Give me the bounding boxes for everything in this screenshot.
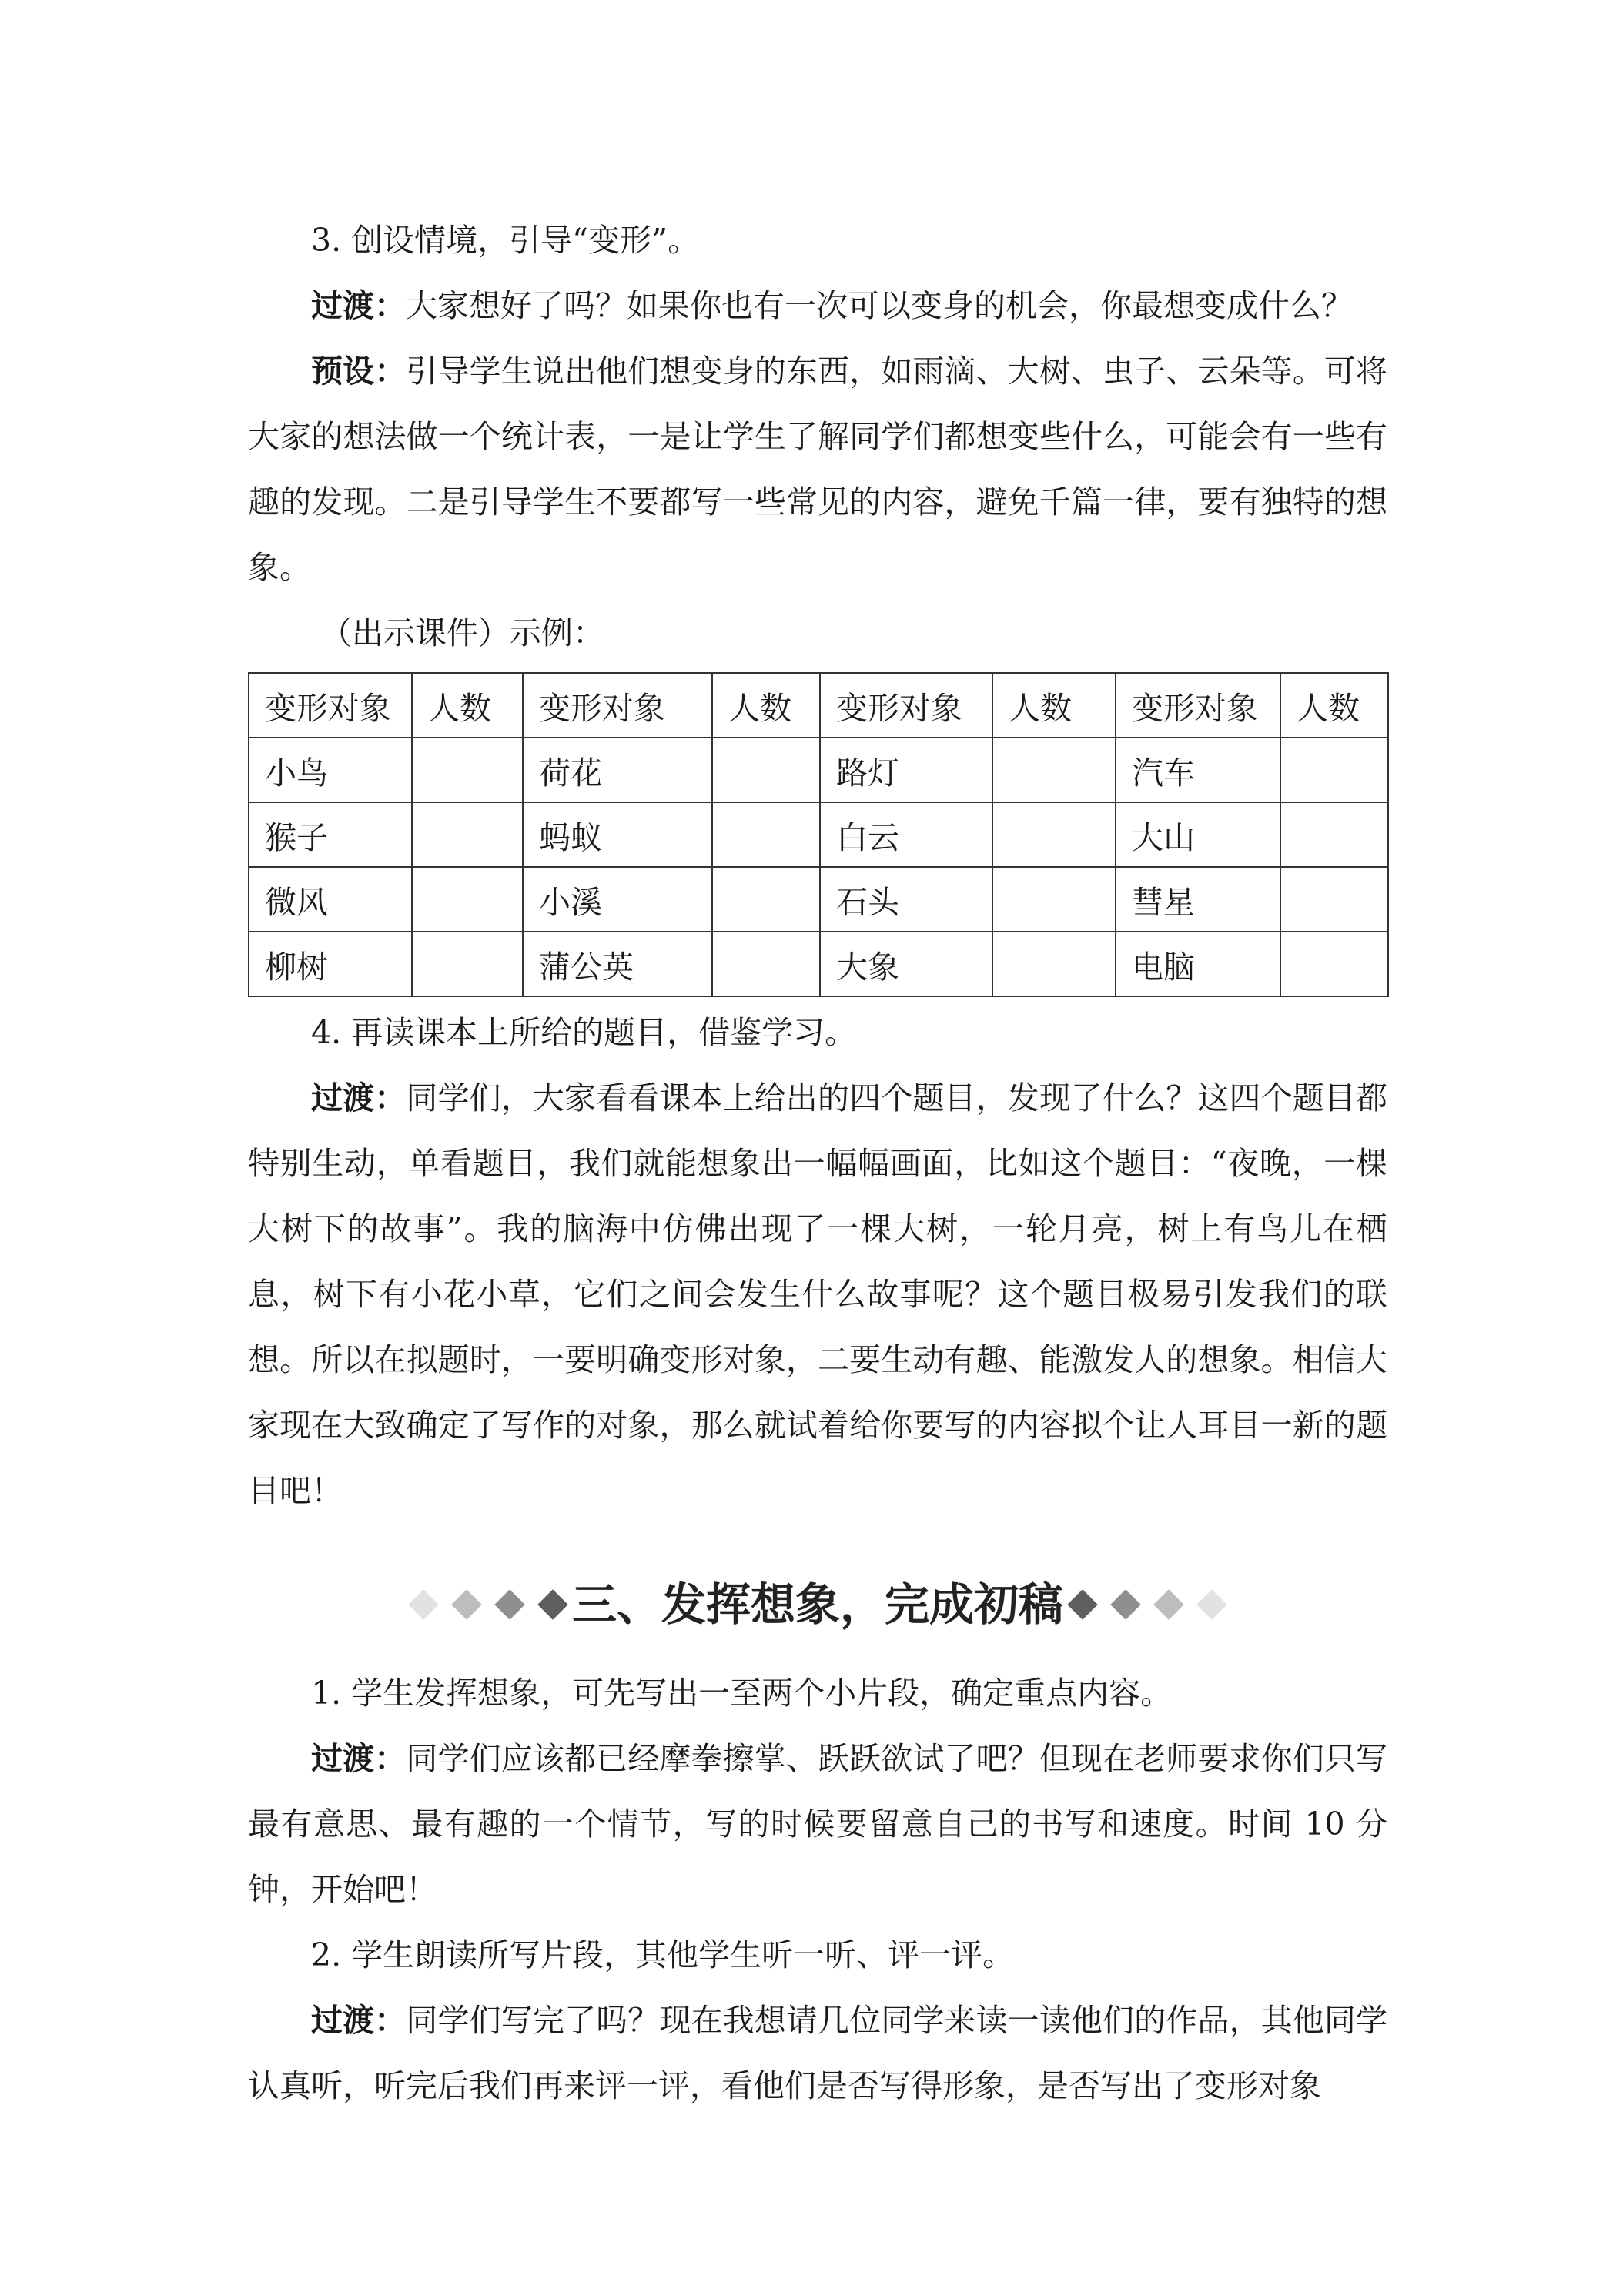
table-header-cell: 人数 [412, 673, 523, 738]
preset-paragraph [248, 339, 1387, 601]
table-cell: 汽车 [1116, 738, 1280, 802]
preset-text: 引导学生说出他们想变身的东西，如雨滴、大树、虫子、云朵等。可将大家的想法做一个统计表，一是让学生了解同学们都想变些什么，可能会有一些有趣的发现。二是引导学生不要都写一些常见的内容，避免千篇一律，要有独特的想象。 [248, 353, 1388, 586]
table-header-cell: 变形对象 [820, 673, 992, 738]
section-title: 三、发挥想象，完成初稿 [571, 1578, 1063, 1631]
item-4-heading: 4. 再读课本上所给的题目，借鉴学习。 [311, 1014, 857, 1051]
transformation-table [248, 672, 1389, 997]
table-row [249, 802, 1388, 867]
table-row [249, 867, 1388, 932]
table-cell: 小鸟 [249, 738, 412, 802]
section3-item-2: 2. 学生朗读所写片段，其他学生听一听、评一评。 [311, 1936, 1015, 1973]
table-header-cell: 人数 [1280, 673, 1388, 738]
table-cell: 大山 [1116, 802, 1280, 867]
item-3-heading: 3. 创设情境，引导“变形”。 [311, 222, 700, 259]
table-cell [412, 867, 523, 932]
transition-text: 同学们，大家看看课本上给出的四个题目，发现了什么？这四个题目都特别生动，单看题目，我们就能想象出一幅幅画面，比如这个题目：“夜晚，一棵大树下的故事”。我的脑海中仿佛出现了一棵大树，一轮月亮，树上有鸟儿在栖息，树下有小花小草，它们之间会发生什么故事呢？这个题目极易引发我们的联想。所以在拟题时，一要明确变形对象，二要生动有趣、能激发人的想象。相信大家现在大致确定了写作的对象，那么就试着给你要写的内容拟个让人耳目一新的题目吧！ [248, 1079, 1388, 1509]
table-cell: 蚂蚁 [523, 802, 712, 867]
table-cell [712, 738, 820, 802]
table-cell [712, 932, 820, 996]
table-cell [1280, 932, 1388, 996]
document-page [248, 208, 1387, 2119]
table-header-cell: 变形对象 [523, 673, 712, 738]
transition-text: 同学们写完了吗？现在我想请几位同学来读一读他们的作品，其他同学认真听，听完后我们再来评一评，看他们是否写得形象，是否写出了变形对象 [248, 2002, 1388, 2104]
transition-label: 过渡： [311, 1740, 407, 1777]
table-cell [992, 802, 1116, 867]
table-cell: 蒲公英 [523, 932, 712, 996]
table-cell [412, 738, 523, 802]
diamond-icon [1067, 1589, 1098, 1620]
table-cell [1280, 867, 1388, 932]
transition-paragraph-3 [248, 1726, 1387, 1923]
diamond-icon [1153, 1589, 1184, 1620]
table-cell [992, 738, 1116, 802]
table-cell: 猴子 [249, 802, 412, 867]
transition-text: 同学们应该都已经摩拳擦掌、跃跃欲试了吧？但现在老师要求你们只写最有意思、最有趣的一个情节，写的时候要留意自己的书写和速度。时间 10 分钟，开始吧！ [248, 1740, 1388, 1908]
diamond-icon [1196, 1589, 1227, 1620]
table-cell: 彗星 [1116, 867, 1280, 932]
table-cell [992, 867, 1116, 932]
table-cell [992, 932, 1116, 996]
transition-paragraph-1 [248, 273, 1387, 339]
table-cell: 电脑 [1116, 932, 1280, 996]
transition-text: 大家想好了吗？如果你也有一次可以变身的机会，你最想变成什么？ [406, 287, 1353, 324]
table-cell: 微风 [249, 867, 412, 932]
table-header-cell: 人数 [712, 673, 820, 738]
table-cell: 石头 [820, 867, 992, 932]
table-cell [712, 802, 820, 867]
transition-paragraph-2 [248, 1066, 1387, 1524]
transition-paragraph-4 [248, 1988, 1387, 2119]
diamond-icon [1110, 1589, 1141, 1620]
table-cell: 路灯 [820, 738, 992, 802]
diamond-ornament-right [1061, 1590, 1233, 1619]
table-cell: 小溪 [523, 867, 712, 932]
table-cell [712, 867, 820, 932]
table-header-cell: 变形对象 [1116, 673, 1280, 738]
section3-item-1: 1. 学生发挥想象，可先写出一至两个小片段，确定重点内容。 [311, 1675, 1173, 1712]
transition-label: 过渡： [311, 2002, 407, 2039]
table-header-cell: 人数 [992, 673, 1116, 738]
table-cell [412, 802, 523, 867]
table-row [249, 932, 1388, 996]
table-cell [412, 932, 523, 996]
table-cell [1280, 802, 1388, 867]
table-header-cell: 变形对象 [249, 673, 412, 738]
table-cell: 大象 [820, 932, 992, 996]
table-cell: 荷花 [523, 738, 712, 802]
table-header-row [249, 673, 1388, 738]
table-cell: 白云 [820, 802, 992, 867]
table-cell: 柳树 [249, 932, 412, 996]
transition-label: 过渡： [311, 287, 406, 324]
table-row [249, 738, 1388, 802]
table-cell [1280, 738, 1388, 802]
table-caption: （出示课件）示例： [320, 614, 604, 651]
section-heading [248, 1562, 1387, 1647]
preset-label: 预设： [311, 353, 407, 390]
transition-label: 过渡： [311, 1079, 407, 1116]
